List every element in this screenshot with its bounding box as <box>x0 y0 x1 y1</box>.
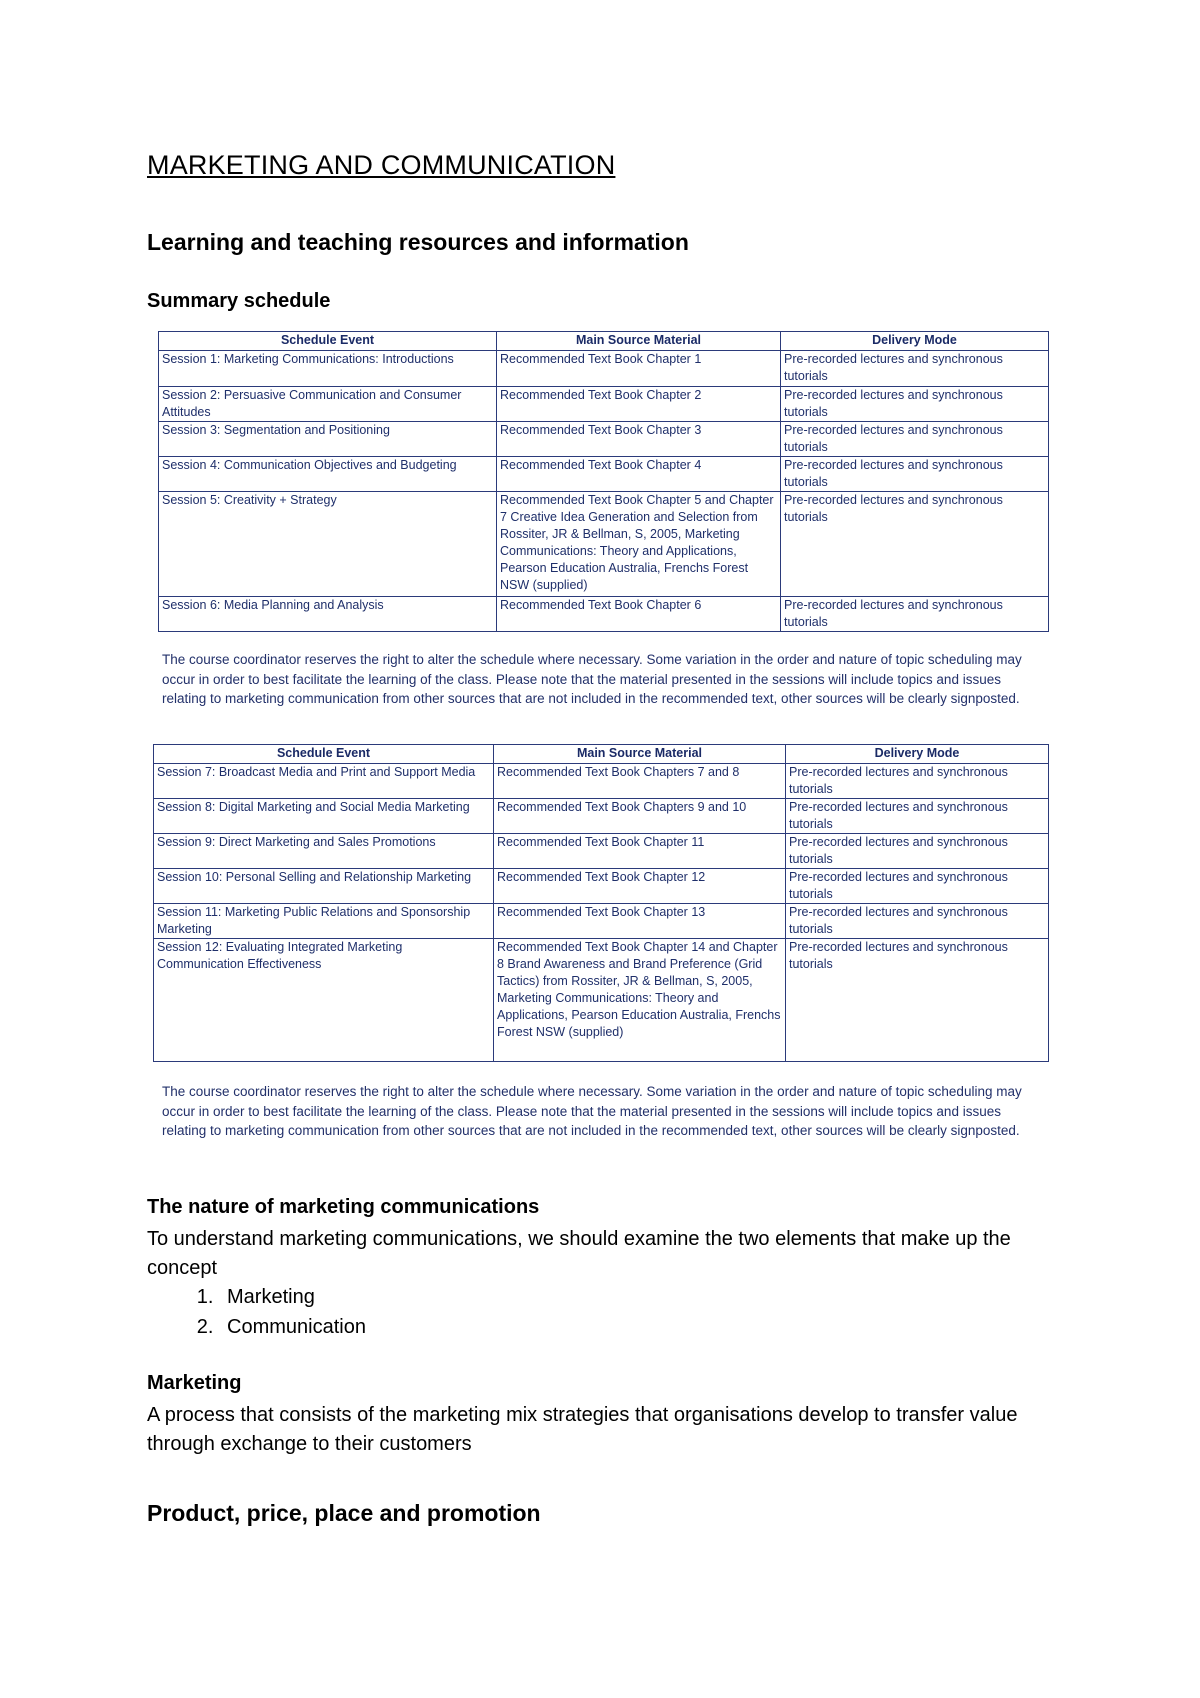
col-header-schedule-event: Schedule Event <box>159 332 497 351</box>
cell-delivery: Pre-recorded lectures and synchronous tutorials <box>781 597 1049 632</box>
nature-intro: To understand marketing communications, we should examine the two elements that make up the concept <box>147 1228 1011 1279</box>
cell-source: Recommended Text Book Chapter 4 <box>497 457 781 492</box>
list-item: 2. Communication <box>219 1312 366 1342</box>
nature-heading: The nature of marketing communications <box>147 1196 540 1218</box>
schedule-table-2 <box>153 744 1049 1062</box>
cell-delivery: Pre-recorded lectures and synchronous tutorials <box>786 939 1049 1062</box>
cell-delivery: Pre-recorded lectures and synchronous tutorials <box>786 834 1049 869</box>
table-row <box>159 387 1049 422</box>
cell-delivery: Pre-recorded lectures and synchronous tutorials <box>786 764 1049 799</box>
cell-event: Session 10: Personal Selling and Relationship Marketing <box>154 869 494 904</box>
cell-source: Recommended Text Book Chapter 12 <box>494 869 786 904</box>
cell-source: Recommended Text Book Chapter 3 <box>497 422 781 457</box>
page-title: MARKETING AND COMMUNICATION <box>147 150 616 180</box>
col-header-schedule-event: Schedule Event <box>154 745 494 764</box>
cell-delivery: Pre-recorded lectures and synchronous tutorials <box>781 387 1049 422</box>
cell-event: Session 4: Communication Objectives and Budgeting <box>159 457 497 492</box>
cell-source: Recommended Text Book Chapter 2 <box>497 387 781 422</box>
col-header-main-source: Main Source Material <box>494 745 786 764</box>
marketing-definition: A process that consists of the marketing mix strategies that organisations develop to transfer value through exchange to their customers <box>147 1404 1018 1455</box>
table-row <box>159 457 1049 492</box>
table-row <box>154 764 1049 799</box>
table-row <box>159 422 1049 457</box>
col-header-main-source: Main Source Material <box>497 332 781 351</box>
schedule-note: The course coordinator reserves the right to alter the schedule where necessary. Some variation in the order and nature of topic scheduling may occur in order to best facilitate the learning of the class. Please note that the material presented in the sessions will include topics and issues relating to marketing communication from other sources that are not included in the recommended text, other sources will be clearly signposted. <box>162 652 1022 706</box>
cell-delivery: Pre-recorded lectures and synchronous tutorials <box>786 799 1049 834</box>
cell-event: Session 5: Creativity + Strategy <box>159 492 497 597</box>
cell-delivery: Pre-recorded lectures and synchronous tutorials <box>786 904 1049 939</box>
col-header-delivery-mode: Delivery Mode <box>786 745 1049 764</box>
table-row <box>154 939 1049 1062</box>
cell-event: Session 1: Marketing Communications: Introductions <box>159 351 497 387</box>
concept-list <box>147 1282 366 1342</box>
cell-source: Recommended Text Book Chapters 7 and 8 <box>494 764 786 799</box>
cell-event: Session 9: Direct Marketing and Sales Promotions <box>154 834 494 869</box>
cell-event: Session 3: Segmentation and Positioning <box>159 422 497 457</box>
schedule-table-1 <box>158 331 1049 632</box>
list-item: 1. Marketing <box>219 1282 366 1312</box>
cell-delivery: Pre-recorded lectures and synchronous tutorials <box>781 457 1049 492</box>
table-row <box>154 869 1049 904</box>
table-row <box>154 904 1049 939</box>
cell-delivery: Pre-recorded lectures and synchronous tutorials <box>781 422 1049 457</box>
cell-delivery: Pre-recorded lectures and synchronous tutorials <box>786 869 1049 904</box>
cell-event: Session 7: Broadcast Media and Print and Support Media <box>154 764 494 799</box>
table-row <box>159 351 1049 387</box>
cell-source: Recommended Text Book Chapter 6 <box>497 597 781 632</box>
cell-event: Session 2: Persuasive Communication and Consumer Attitudes <box>159 387 497 422</box>
cell-event: Session 11: Marketing Public Relations and Sponsorship Marketing <box>154 904 494 939</box>
table-row <box>159 492 1049 597</box>
cell-event: Session 6: Media Planning and Analysis <box>159 597 497 632</box>
cell-event: Session 8: Digital Marketing and Social Media Marketing <box>154 799 494 834</box>
section-heading: Learning and teaching resources and information <box>147 229 689 255</box>
table-row <box>154 799 1049 834</box>
cell-source: Recommended Text Book Chapter 13 <box>494 904 786 939</box>
table-row <box>154 834 1049 869</box>
summary-schedule-heading: Summary schedule <box>147 290 331 312</box>
col-header-delivery-mode: Delivery Mode <box>781 332 1049 351</box>
cell-source: Recommended Text Book Chapter 5 and Chapter 7 Creative Idea Generation and Selection from Rossiter, JR & Bellman, S, 2005, Marketing Communications: Theory and Applications, Pearson Education Australia, Frenchs Forest NSW (supplied) <box>497 492 781 597</box>
cell-source: Recommended Text Book Chapter 14 and Chapter 8 Brand Awareness and Brand Preference (Grid Tactics) from Rossiter, JR & Bellman, S, 2005, Marketing Communications: Theory and Applications, Pearson Education Australia, Frenchs Forest NSW (supplied) <box>494 939 786 1062</box>
marketing-heading: Marketing <box>147 1372 242 1394</box>
four-ps-heading: Product, price, place and promotion <box>147 1500 541 1526</box>
cell-source: Recommended Text Book Chapters 9 and 10 <box>494 799 786 834</box>
cell-event: Session 12: Evaluating Integrated Marketing Communication Effectiveness <box>154 939 494 1062</box>
cell-source: Recommended Text Book Chapter 11 <box>494 834 786 869</box>
cell-delivery: Pre-recorded lectures and synchronous tutorials <box>781 492 1049 597</box>
schedule-note: The course coordinator reserves the right to alter the schedule where necessary. Some variation in the order and nature of topic scheduling may occur in order to best facilitate the learning of the class. Please note that the material presented in the sessions will include topics and issues relating to marketing communication from other sources that are not included in the recommended text, other sources will be clearly signposted. <box>162 1084 1022 1138</box>
cell-delivery: Pre-recorded lectures and synchronous tutorials <box>781 351 1049 387</box>
cell-source: Recommended Text Book Chapter 1 <box>497 351 781 387</box>
table-row <box>159 597 1049 632</box>
